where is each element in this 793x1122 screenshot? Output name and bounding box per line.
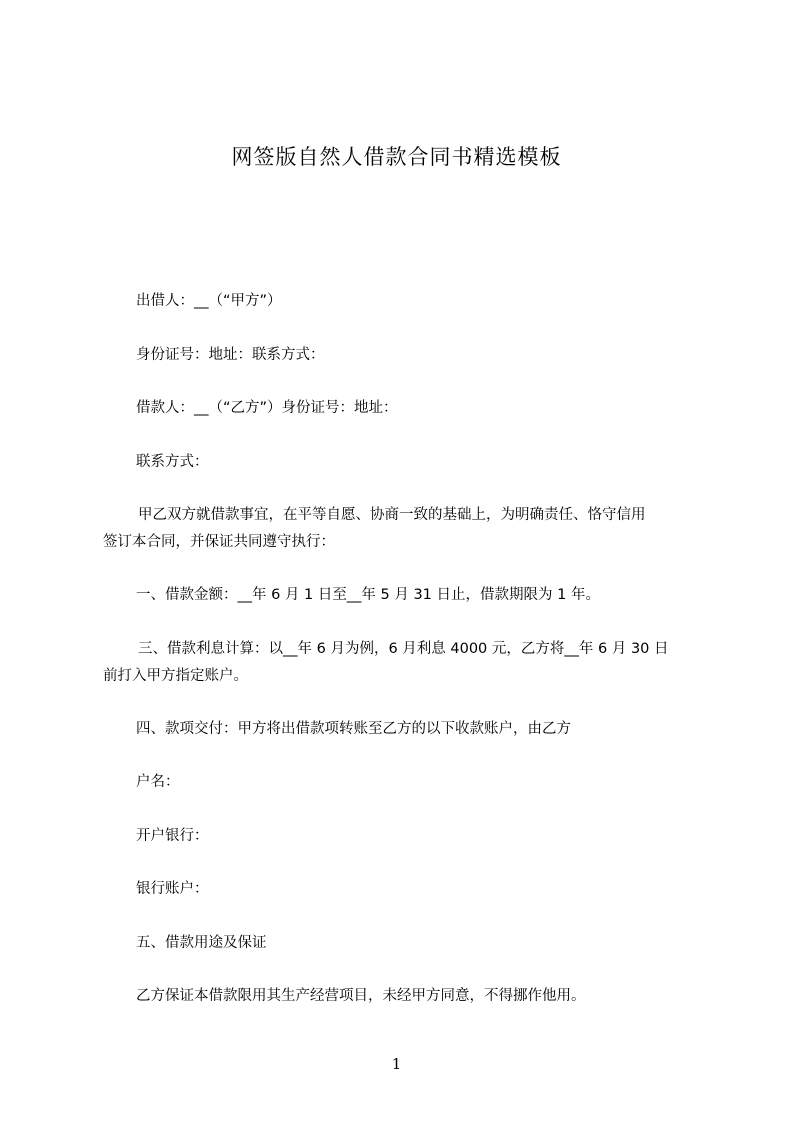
- clause-5-heading: 五、借款用途及保证: [136, 935, 267, 951]
- clause-3-interest-line-2: 前打入甲方指定账户。: [103, 668, 248, 684]
- bank-name-line: 开户银行：: [136, 828, 209, 844]
- preamble-line-1: 甲乙双方就借款事宜，在平等自愿、协商一致的基础上，为明确责任、恪守信用: [138, 507, 646, 523]
- clause-3-interest-line-1: 三、借款利息计算：以__年 6 月为例，6 月利息 4000 元，乙方将__年 6 月 30 日: [138, 641, 669, 657]
- borrower-contact-line: 联系方式：: [136, 454, 209, 470]
- preamble-line-2: 签订本合同，并保证共同遵守执行：: [103, 534, 335, 550]
- account-name-line: 户名：: [136, 774, 180, 790]
- clause-4-delivery: 四、款项交付：甲方将出借款项转账至乙方的以下收款账户，由乙方: [136, 721, 571, 737]
- lender-id-address-line: 身份证号：地址：联系方式：: [136, 347, 325, 363]
- bank-account-line: 银行账户：: [136, 881, 209, 897]
- borrower-line: 借款人：__（“乙方”）身份证号：地址：: [136, 400, 398, 416]
- clause-5-body: 乙方保证本借款限用其生产经营项目，未经甲方同意，不得挪作他用。: [136, 988, 586, 1004]
- clause-1-amount: 一、借款金额：__年 6 月 1 日至__年 5 月 31 日止，借款期限为 1 年。: [136, 587, 600, 603]
- lender-line: 出借人：__（“甲方”）: [136, 293, 282, 309]
- document-title: 网签版自然人借款合同书精选模板: [231, 145, 562, 169]
- page-number: 1: [391, 1055, 402, 1073]
